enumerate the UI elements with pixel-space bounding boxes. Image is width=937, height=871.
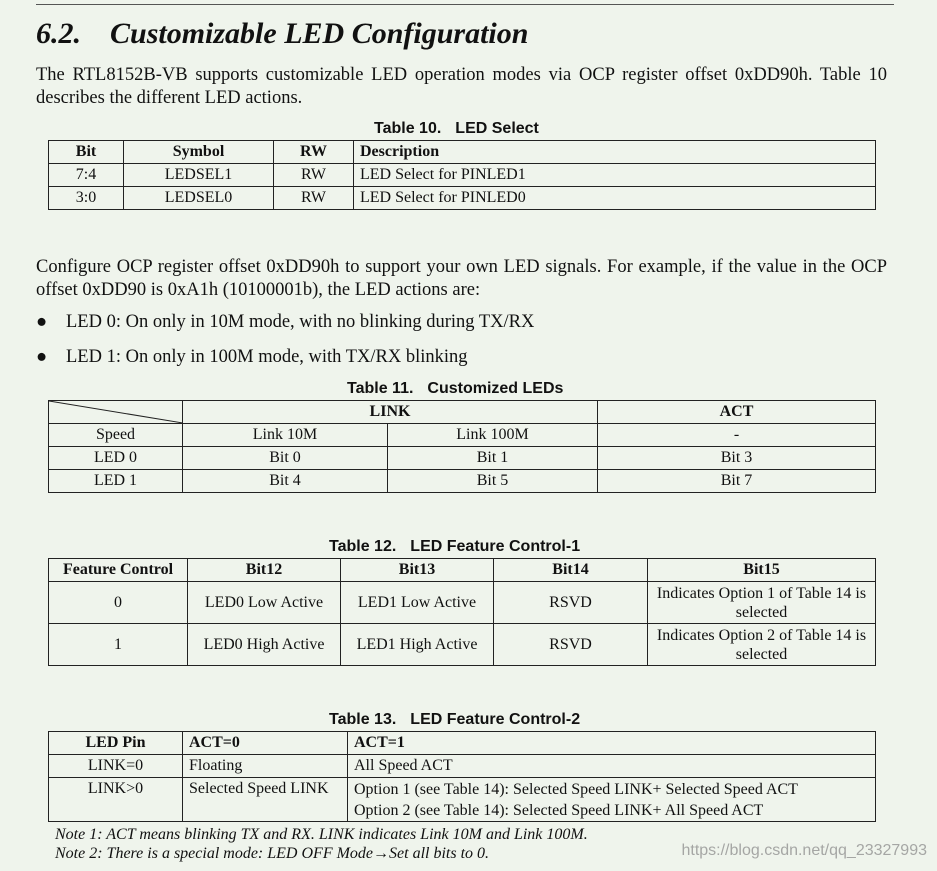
note-line: Note 2: There is a special mode: LED OFF Mode→Set all bits to 0. bbox=[55, 845, 490, 862]
table-cell: Bit 5 bbox=[388, 470, 598, 493]
table-row bbox=[49, 164, 876, 187]
table-header-cell: ACT=0 bbox=[183, 732, 348, 755]
table12-number: Table 12. bbox=[329, 538, 397, 555]
table-cell: 7:4 bbox=[49, 164, 124, 187]
table-header-cell: ACT=1 bbox=[348, 732, 876, 755]
section-heading bbox=[36, 17, 528, 51]
table13-title: LED Feature Control-2 bbox=[410, 711, 581, 728]
table-header-cell: Bit14 bbox=[494, 559, 648, 582]
table-cell: LED0 Low Active bbox=[188, 582, 341, 624]
table-row bbox=[49, 424, 876, 447]
table12 bbox=[48, 558, 876, 666]
table-cell: Floating bbox=[183, 755, 348, 778]
table-cell: Bit 3 bbox=[598, 447, 876, 470]
table-cell: Selected Speed LINK bbox=[183, 778, 348, 822]
table-header-row bbox=[49, 401, 876, 424]
table-header-cell: Bit12 bbox=[188, 559, 341, 582]
table-cell: RW bbox=[274, 187, 354, 210]
table-cell: Bit 4 bbox=[183, 470, 388, 493]
table-cell: LED Select for PINLED1 bbox=[354, 164, 876, 187]
table-header-cell: Bit bbox=[49, 141, 124, 164]
option-line: Option 1 (see Table 14): Selected Speed LINK+ Selected Speed ACT bbox=[354, 780, 798, 798]
notes bbox=[55, 825, 588, 863]
table-header-row bbox=[49, 141, 876, 164]
section-title: Customizable LED Configuration bbox=[110, 17, 529, 50]
table-row bbox=[49, 778, 876, 822]
table-cell: LEDSEL0 bbox=[124, 187, 274, 210]
table-cell: LED1 Low Active bbox=[341, 582, 494, 624]
table-cell: Link 100M bbox=[388, 424, 598, 447]
intro-paragraph: The RTL8152B-VB supports customizable LED operation modes via OCP register offset 0xDD90h. Table 10 describes the different LED actions. bbox=[36, 65, 887, 108]
table-header-cell: LED Pin bbox=[49, 732, 183, 755]
table-cell: 3:0 bbox=[49, 187, 124, 210]
table11-caption bbox=[347, 380, 563, 398]
table-header-cell: Bit15 bbox=[648, 559, 876, 582]
watermark: https://blog.csdn.net/qq_23327993 bbox=[681, 842, 927, 859]
table-header-cell: Symbol bbox=[124, 141, 274, 164]
table13 bbox=[48, 731, 876, 822]
table13-caption bbox=[329, 711, 580, 729]
table10-number: Table 10. bbox=[374, 120, 442, 137]
note-line: Note 1: ACT means blinking TX and RX. LINK indicates Link 10M and Link 100M. bbox=[55, 826, 588, 843]
table-header-cell: ACT bbox=[598, 401, 876, 424]
table-cell: LED0 High Active bbox=[188, 624, 341, 666]
bullet-text: LED 0: On only in 10M mode, with no blinking during TX/RX bbox=[66, 312, 535, 332]
table-cell: RSVD bbox=[494, 624, 648, 666]
table-header-cell: Feature Control bbox=[49, 559, 188, 582]
table12-caption bbox=[329, 538, 580, 556]
table10 bbox=[48, 140, 876, 210]
bullet-dot-icon: ● bbox=[36, 312, 48, 332]
table-header-cell: Description bbox=[354, 141, 876, 164]
table11 bbox=[48, 400, 876, 493]
table-cell: Indicates Option 1 of Table 14 is selected bbox=[648, 582, 876, 624]
table-row bbox=[49, 470, 876, 493]
table-row bbox=[49, 187, 876, 210]
diagonal-corner-cell bbox=[49, 401, 183, 424]
table-row bbox=[49, 755, 876, 778]
table-row bbox=[49, 447, 876, 470]
table10-caption bbox=[374, 120, 539, 138]
table-header-cell: LINK bbox=[183, 401, 598, 424]
table12-title: LED Feature Control-1 bbox=[410, 538, 581, 555]
table-cell: Indicates Option 2 of Table 14 is selected bbox=[648, 624, 876, 666]
table-cell: Bit 7 bbox=[598, 470, 876, 493]
table-cell: RW bbox=[274, 164, 354, 187]
table-row bbox=[49, 624, 876, 666]
table11-number: Table 11. bbox=[347, 380, 414, 397]
table-cell: LINK>0 bbox=[49, 778, 183, 822]
table-header-cell: Bit13 bbox=[341, 559, 494, 582]
table-cell: LED 0 bbox=[49, 447, 183, 470]
table-cell: LED 1 bbox=[49, 470, 183, 493]
bullet-item bbox=[36, 312, 534, 333]
table-cell: 0 bbox=[49, 582, 188, 624]
table-cell: - bbox=[598, 424, 876, 447]
table-cell: LINK=0 bbox=[49, 755, 183, 778]
table-cell bbox=[348, 778, 876, 822]
section-number: 6.2. bbox=[36, 17, 81, 50]
table-row bbox=[49, 582, 876, 624]
table-header-row bbox=[49, 732, 876, 755]
table-cell: Speed bbox=[49, 424, 183, 447]
table11-title: Customized LEDs bbox=[427, 380, 564, 397]
option-line: Option 2 (see Table 14): Selected Speed LINK+ All Speed ACT bbox=[354, 801, 764, 819]
diagonal-line-icon bbox=[49, 401, 183, 423]
table10-title: LED Select bbox=[455, 120, 539, 137]
bullet-text: LED 1: On only in 100M mode, with TX/RX blinking bbox=[66, 347, 468, 367]
table-cell: Bit 0 bbox=[183, 447, 388, 470]
table-cell: RSVD bbox=[494, 582, 648, 624]
table-cell: Bit 1 bbox=[388, 447, 598, 470]
table-cell: LED Select for PINLED0 bbox=[354, 187, 876, 210]
table-cell: All Speed ACT bbox=[348, 755, 876, 778]
config-paragraph: Configure OCP register offset 0xDD90h to support your own LED signals. For example, if the value in the OCP offset 0xDD90 is 0xA1h (10100001b), the LED actions are: bbox=[36, 257, 887, 300]
table-header-row bbox=[49, 559, 876, 582]
table13-number: Table 13. bbox=[329, 711, 397, 728]
table-cell: LEDSEL1 bbox=[124, 164, 274, 187]
table-cell: 1 bbox=[49, 624, 188, 666]
bullet-dot-icon: ● bbox=[36, 347, 48, 367]
table-cell: Link 10M bbox=[183, 424, 388, 447]
table-cell: LED1 High Active bbox=[341, 624, 494, 666]
bullet-item bbox=[36, 347, 468, 368]
table-header-cell: RW bbox=[274, 141, 354, 164]
top-rule bbox=[36, 4, 894, 5]
